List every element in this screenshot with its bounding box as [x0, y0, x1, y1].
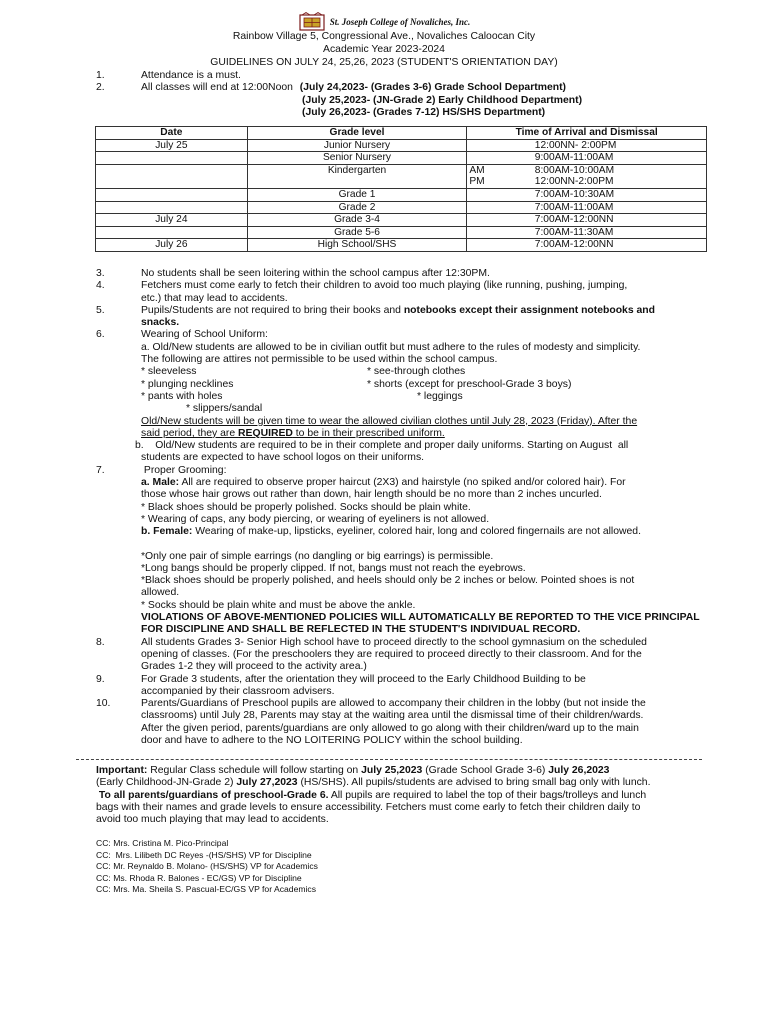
- column-header-grade: Grade level: [247, 127, 467, 140]
- cc-list: [96, 838, 318, 896]
- important-text: Regular Class schedule will follow starting on: [147, 765, 362, 776]
- cc-item: CC: Mr. Reynaldo B. Molano- (HS/SHS) VP for Academics: [96, 861, 318, 872]
- cell-ampm: [467, 201, 499, 214]
- female-line1: [0, 526, 768, 538]
- item-number: 1.: [96, 70, 105, 81]
- column-header-time: Time of Arrival and Dismissal: [467, 127, 707, 140]
- violation-line1: VIOLATIONS OF ABOVE-MENTIONED POLICIES WILL AUTOMATICALLY BE REPORTED TO THE VICE PRINCIPAL: [141, 612, 700, 624]
- item-number: 4.: [96, 280, 105, 292]
- cell-ampm: [467, 188, 499, 201]
- uniform-deadline-line2: [0, 428, 768, 440]
- cell-date: [96, 226, 248, 239]
- item-7: [0, 465, 768, 477]
- female-text: Wearing of make-up, lipsticks, eyeliner, colored hair, long and colored fingernails are not allowed.: [192, 526, 641, 538]
- body-items: [0, 268, 768, 747]
- item-text: All students Grades 3- Senior High school have to proceed directly to the school gymnasium on the scheduled: [141, 636, 647, 648]
- item-bold-text: notebooks except their assignment notebooks and: [403, 304, 655, 316]
- item-text: Fetchers must come early to fetch their children to avoid too much playing (like running, pushing, jumping,: [141, 280, 628, 292]
- cell-ampm: PM: [467, 176, 499, 188]
- table-row: [96, 226, 707, 239]
- item-text: For Grade 3 students, after the orientation they will proceed to the Early Childhood Building to be: [141, 673, 586, 685]
- table-row: [96, 188, 707, 201]
- cell-grade: Grade 2: [247, 201, 467, 214]
- cell-grade: Grade 5-6: [247, 226, 467, 239]
- item-6-b-line2: students are expected to have school logos on their uniforms.: [141, 452, 425, 464]
- cell-ampm: [467, 139, 499, 152]
- cell-date: [96, 176, 248, 188]
- attire-row: [0, 403, 768, 415]
- item-number: 6.: [96, 329, 105, 341]
- important-text: All pupils are required to label the top of their bags/trolleys and lunch: [328, 789, 647, 801]
- cell-time: 12:00NN- 2:00PM: [499, 139, 707, 152]
- item-4-cont: etc.) that may lead to accidents.: [141, 292, 288, 304]
- school-name: St. Joseph College of Novaliches, Inc.: [329, 16, 471, 27]
- item-text: Attendance is a must.: [141, 70, 241, 81]
- important-text: (Early Childhood-JN-Grade 2): [96, 777, 237, 789]
- cell-time: 7:00AM-11:00AM: [499, 201, 707, 214]
- important-text: (Grade School Grade 3-6): [422, 765, 549, 776]
- attire-right: * see-through clothes: [367, 366, 466, 378]
- cell-grade: High School/SHS: [247, 239, 467, 252]
- item-number: 2.: [96, 82, 105, 93]
- male-label: a. Male:: [141, 477, 180, 489]
- male-text: All are required to observe proper haircut (2X3) and hairstyle (no spiked and/or colored hair). For: [179, 477, 626, 489]
- item-2: [0, 82, 566, 94]
- item-8-cont: Grades 1-2 they will proceed to the activity area.): [141, 661, 367, 673]
- important-line4: bags with their names and grade levels to ensure accessibility. Fetchers must come early to fetch their children daily to: [96, 801, 641, 813]
- school-logo-row: [0, 12, 768, 32]
- item-text: No students shall be seen loitering within the school campus after 12:30PM.: [141, 268, 490, 279]
- attire-row: [0, 379, 768, 391]
- female-label: b. Female:: [141, 526, 193, 538]
- item-text: Pupils/Students are not required to bring their books and: [141, 304, 404, 316]
- item-10-cont: classrooms) until July 28, Parents may stay at the waiting area until the dismissal time of their children/wards.: [141, 710, 644, 722]
- attire-left: * pants with holes: [141, 390, 223, 402]
- cc-item: CC: Mrs. Ma. Sheila S. Pascual-EC/GS VP for Academics: [96, 884, 317, 895]
- important-bold-text: To all parents/guardians of preschool-Grade 6.: [96, 789, 329, 801]
- cell-ampm: [467, 239, 499, 252]
- school-crest-icon: [298, 12, 326, 32]
- cell-date: July 26: [96, 239, 248, 252]
- cell-time: 12:00NN-2:00PM: [499, 176, 707, 188]
- required-text: REQUIRED: [238, 427, 293, 439]
- uniform-deadline-line1: Old/New students will be given time to wear the allowed civilian clothes until July 28, 2023 (Friday). After the: [141, 415, 638, 427]
- male-line2: those whose hair grows out rather than down, hair length should be no more than 2 inches uncurled.: [141, 489, 602, 501]
- item-5-cont: snacks.: [141, 317, 180, 329]
- important-line1: [96, 765, 716, 777]
- item-6-b-line1: b. Old/New students are required to be in their complete and proper daily uniforms. Starting on August all: [135, 440, 629, 452]
- female-line2: *Only one pair of simple earrings (no dangling or big earrings) is permissible.: [141, 550, 494, 562]
- cell-date: [96, 152, 248, 165]
- male-line4: * Wearing of caps, any body piercing, or wearing of eyeliners is not allowed.: [141, 513, 490, 525]
- dashed-divider: [76, 759, 702, 760]
- cell-grade: Kindergarten: [247, 164, 467, 176]
- attire-right: * leggings: [417, 390, 463, 402]
- table-row: [96, 176, 707, 188]
- female-line3: *Long bangs should be properly clipped. If not, bangs must not reach the eyebrows.: [141, 562, 526, 574]
- cell-time: 7:00AM-12:00NN: [499, 239, 707, 252]
- document-title: GUIDELINES ON JULY 24, 25,26, 2023 (STUDENT'S ORIENTATION DAY): [210, 57, 558, 68]
- attire-row: [0, 391, 768, 403]
- male-line1: [0, 477, 768, 489]
- table-row: [96, 152, 707, 165]
- item-2-line-2: (July 25,2023- (JN-Grade 2) Early Childhood Department): [302, 95, 583, 106]
- column-header-date: Date: [96, 127, 248, 140]
- item-text: Parents/Guardians of Preschool pupils are allowed to accompany their children in the lobby (but not inside the: [141, 698, 646, 710]
- attire-left: * plunging necklines: [141, 378, 234, 390]
- cell-grade: [247, 176, 467, 188]
- table-row: [96, 201, 707, 214]
- important-line2: [96, 777, 716, 789]
- item-number: 9.: [96, 673, 105, 685]
- academic-year: Academic Year 2023-2024: [323, 44, 445, 55]
- cell-time: 8:00AM-10:00AM: [499, 164, 707, 176]
- important-date: July 26,2023: [548, 765, 610, 776]
- letterhead: [0, 12, 768, 43]
- item-title: Wearing of School Uniform:: [141, 329, 268, 341]
- item-5: [0, 305, 768, 317]
- important-label: Important:: [96, 765, 148, 776]
- item-8-cont: opening of classes. (For the preschoolers they are required to proceed directly to their classroom. And for the: [141, 648, 642, 660]
- attire-row: [0, 366, 768, 378]
- cc-item: CC: Ms. Rhoda R. Balones - EC/GS) VP for Discipline: [96, 872, 302, 883]
- item-3: [0, 268, 768, 280]
- important-line5: avoid too much playing that may lead to accidents.: [96, 814, 329, 826]
- item-2-line-3: (July 26,2023- (Grades 7-12) HS/SHS Department): [302, 107, 546, 118]
- cell-date: [96, 201, 248, 214]
- uniform-deadline-text: to be in their prescribed uniform.: [292, 427, 445, 439]
- attire-right: * shorts (except for preschool-Grade 3 boys): [367, 378, 572, 390]
- item-number: 8.: [96, 636, 105, 648]
- important-notice: [96, 765, 716, 826]
- cell-date: July 24: [96, 214, 248, 227]
- item-10-cont: After the given period, parents/guardians are only allowed to go along with their children/ward up to the main: [141, 722, 639, 734]
- important-date: July 25,2023: [361, 765, 423, 776]
- cell-date: July 25: [96, 139, 248, 152]
- cell-grade: Grade 3-4: [247, 214, 467, 227]
- item-6-a-line2: The following are attires not permissible to be used within the school campus.: [141, 354, 498, 366]
- violation-line2: FOR DISCIPLINE AND SHALL BE REFLECTED IN THE STUDENT'S INDIVIDUAL RECORD.: [141, 624, 581, 636]
- female-line6: * Socks should be plain white and must be above the ankle.: [141, 599, 416, 611]
- item-4: [0, 280, 768, 292]
- important-line3: [96, 790, 716, 802]
- table-row: [96, 239, 707, 252]
- table-header-row: [96, 127, 707, 140]
- female-line4: *Black shoes should be properly polished, and heels should only be 2 inches or below. Pointed shoes is not: [141, 575, 635, 587]
- cell-time: 7:00AM-10:30AM: [499, 188, 707, 201]
- cell-grade: Junior Nursery: [247, 139, 467, 152]
- cc-item: CC: Mrs. Cristina M. Pico-Principal: [96, 838, 229, 848]
- item-bold-text: (July 24,2023- (Grades 3-6) Grade School Department): [299, 82, 567, 93]
- attire-last: * slippers/sandal: [186, 403, 263, 415]
- cell-time: 7:00AM-12:00NN: [499, 214, 707, 227]
- table-row: [96, 139, 707, 152]
- item-number: 10.: [96, 698, 111, 710]
- item-9: [0, 674, 768, 686]
- item-10-cont: door and have to adhere to the NO LOITERING POLICY within the school building.: [141, 734, 523, 746]
- cell-time: 9:00AM-11:00AM: [499, 152, 707, 165]
- important-date: July 27,2023: [236, 777, 298, 789]
- uniform-deadline-text: said period, they are: [141, 427, 239, 439]
- cell-ampm: [467, 152, 499, 165]
- item-6: [0, 329, 768, 341]
- important-text: (HS/SHS). All pupils/students are advised to bring small bag only with lunch.: [297, 777, 651, 789]
- table-row: [96, 164, 707, 176]
- item-9-cont: accompanied by their classroom advisers.: [141, 685, 335, 697]
- cell-date: [96, 188, 248, 201]
- item-6-a-line1: a. Old/New students are allowed to be in civilian outfit but must adhere to the rules of modesty and simplicity.: [141, 341, 641, 353]
- male-line3: * Black shoes should be properly polished. Socks should be plain white.: [141, 501, 471, 513]
- cell-date: [96, 164, 248, 176]
- school-address: Rainbow Village 5, Congressional Ave., Novaliches Caloocan City: [232, 31, 536, 42]
- cell-ampm: [467, 226, 499, 239]
- cell-ampm: [467, 214, 499, 227]
- item-text: All classes will end at 12:00Noon: [141, 82, 293, 93]
- table-row: [96, 214, 707, 227]
- item-number: 5.: [96, 304, 105, 316]
- item-8: [0, 637, 768, 649]
- attire-left: * sleeveless: [141, 366, 197, 378]
- item-10: [0, 698, 768, 710]
- cell-time: 7:00AM-11:30AM: [499, 226, 707, 239]
- item-title: Proper Grooming:: [141, 464, 227, 476]
- cell-ampm: AM: [467, 164, 499, 176]
- cc-item: CC: Mrs. Lilibeth DC Reyes -(HS/SHS) VP for Discipline: [96, 849, 312, 860]
- item-1: [0, 70, 241, 82]
- schedule-table: [95, 126, 707, 252]
- cell-grade: Grade 1: [247, 188, 467, 201]
- female-line5: allowed.: [141, 587, 180, 599]
- item-number: 3.: [96, 268, 105, 279]
- cell-grade: Senior Nursery: [247, 152, 467, 165]
- item-number: 7.: [96, 464, 105, 476]
